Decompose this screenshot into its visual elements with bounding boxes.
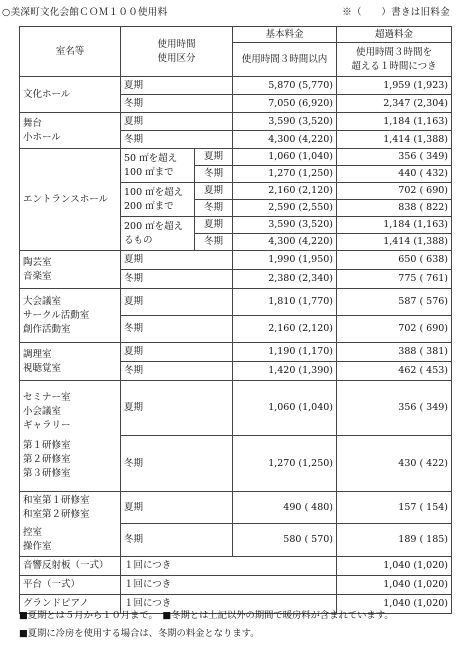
size-line: 200 ㎡を超え [124, 220, 184, 232]
equipment-unit: １回につき [121, 576, 337, 595]
header-room: 室名等 [20, 27, 121, 77]
room-seminar [20, 381, 121, 492]
equipment-unit: １回につき [121, 557, 337, 576]
season-cell: 冬期 [121, 270, 233, 289]
season-cell: 冬期 [121, 316, 233, 343]
excess-fee: 2,347 (2,304) [337, 95, 452, 113]
table-row [20, 343, 452, 362]
table-row [20, 492, 452, 524]
equipment-fee: 1,040 (1,020) [337, 557, 452, 576]
room-daikaigi [20, 289, 121, 343]
season-cell: 夏期 [121, 492, 233, 524]
excess-fee: 702 ( 690) [337, 183, 452, 200]
basic-fee: 1,190 (1,170) [233, 343, 337, 362]
basic-fee: 3,590 (3,520) [233, 113, 337, 131]
basic-fee: 1,990 (1,950) [233, 251, 337, 270]
equipment-item: 音響反射板（一式） [20, 557, 121, 576]
excess-fee: 1,414 (1,388) [337, 234, 452, 251]
season-cell: 夏期 [195, 217, 233, 234]
equipment-unit: １回につき [121, 595, 337, 614]
room-line: 控室 [23, 527, 43, 538]
season-cell: 冬期 [195, 234, 233, 251]
excess-fee: 356 ( 349) [337, 381, 452, 436]
header-row [20, 27, 452, 43]
basic-fee: 580 ( 570) [233, 524, 337, 557]
header-usage [121, 27, 233, 77]
header-usage-line2: 使用区分 [157, 52, 196, 64]
basic-fee: 4,300 (4,220) [233, 131, 337, 149]
room-tougei [20, 251, 121, 289]
page-title: ○美深町文化会館ＣＯＭ１００使用料 [2, 7, 168, 18]
equipment-item: 平台（一式） [20, 576, 121, 595]
season-cell: 夏期 [121, 113, 233, 131]
excess-fee: 650 ( 638) [337, 251, 452, 270]
size-line: 50 ㎡を超え [124, 152, 178, 164]
table-row [20, 381, 452, 436]
basic-fee: 2,590 (2,550) [233, 200, 337, 217]
season-cell: 冬期 [195, 166, 233, 183]
table-row [20, 149, 452, 166]
excess-fee: 356 ( 349) [337, 149, 452, 166]
room-line: 第１研修室 [23, 440, 71, 451]
season-cell: 冬期 [121, 95, 233, 113]
note-season-definition: ■夏期とは５月から１０月まで。 ■冬期とは上記以外の期間で暖房料が含まれています。 [19, 610, 394, 621]
excess-fee: 1,184 (1,163) [337, 113, 452, 131]
size-range [121, 149, 195, 183]
room-line: 創作活動室 [23, 323, 71, 335]
season-cell: 夏期 [121, 343, 233, 362]
season-cell: 冬期 [121, 131, 233, 149]
header-basic: 基本料金 [233, 27, 337, 43]
table-row [20, 113, 452, 131]
room-line: ギャラリー [23, 420, 71, 431]
room-butai [20, 113, 121, 149]
excess-fee: 1,959 (1,923) [337, 77, 452, 95]
room-washitsu [20, 492, 121, 557]
season-cell: 冬期 [195, 200, 233, 217]
room-line: 大会議室 [23, 295, 62, 307]
room-chouri [20, 343, 121, 381]
season-cell: 夏期 [121, 251, 233, 270]
season-cell: 冬期 [121, 524, 233, 557]
header-excess: 超過料金 [337, 27, 452, 43]
note-cooling: ■夏期に冷房を使用する場合は、冬期の料金となります。 [19, 628, 260, 639]
excess-fee: 775 ( 761) [337, 270, 452, 289]
basic-fee: 1,270 (1,250) [233, 436, 337, 492]
table-row [20, 576, 452, 595]
old-fee-note: ※（ ）書きは旧料金 [342, 7, 450, 18]
excess-fee: 462 ( 453) [337, 362, 452, 381]
basic-fee: 2,160 (2,120) [233, 316, 337, 343]
basic-fee: 1,420 (1,390) [233, 362, 337, 381]
season-cell: 冬期 [121, 362, 233, 381]
room-line: 第２研修室 [23, 454, 71, 465]
size-line: 200 ㎡まで [124, 200, 174, 212]
basic-fee: 3,590 (3,520) [233, 217, 337, 234]
room-line: 操作室 [23, 541, 52, 552]
table-row [20, 289, 452, 316]
room-line: 和室第２研修室 [23, 509, 90, 520]
header-usage-line1: 使用時間 [157, 38, 196, 50]
room-entrance-hall: エントランスホール [20, 149, 121, 251]
basic-fee: 1,060 (1,040) [233, 149, 337, 166]
basic-fee: 7,050 (6,920) [233, 95, 337, 113]
room-line: 調理室 [23, 348, 52, 360]
header-excess-sub-line1: 使用時間３時間を [356, 46, 433, 58]
table-row [20, 557, 452, 576]
room-line: 視聴覚室 [23, 362, 62, 374]
season-cell: 夏期 [121, 381, 233, 436]
size-range [121, 217, 195, 251]
header-excess-sub [337, 43, 452, 77]
season-cell: 夏期 [121, 289, 233, 316]
season-cell: 夏期 [121, 77, 233, 95]
table-row [20, 251, 452, 270]
excess-fee: 1,184 (1,163) [337, 217, 452, 234]
excess-fee: 430 ( 422) [337, 436, 452, 492]
season-cell: 冬期 [121, 436, 233, 492]
basic-fee: 4,300 (4,220) [233, 234, 337, 251]
excess-fee: 838 ( 822) [337, 200, 452, 217]
fee-table [19, 26, 452, 614]
header-basic-sub: 使用時間３時間以内 [233, 43, 337, 77]
room-line: 小ホール [23, 131, 61, 143]
excess-fee: 388 ( 381) [337, 343, 452, 362]
room-line: 小会議室 [23, 406, 62, 417]
excess-fee: 189 ( 185) [337, 524, 452, 557]
table-row [20, 77, 452, 95]
basic-fee: 490 ( 480) [233, 492, 337, 524]
excess-fee: 440 ( 432) [337, 166, 452, 183]
room-line: 和室第１研修室 [23, 495, 90, 506]
equipment-fee: 1,040 (1,020) [337, 576, 452, 595]
size-range [121, 183, 195, 217]
excess-fee: 1,414 (1,388) [337, 131, 452, 149]
size-line: るもの [124, 234, 153, 246]
basic-fee: 2,160 (2,120) [233, 183, 337, 200]
basic-fee: 1,060 (1,040) [233, 381, 337, 436]
excess-fee: 157 ( 154) [337, 492, 452, 524]
basic-fee: 1,270 (1,250) [233, 166, 337, 183]
season-cell: 夏期 [195, 149, 233, 166]
header-excess-sub-line2: 超える１時間につき [351, 60, 437, 72]
room-line: サークル活動室 [23, 309, 90, 321]
size-line: 100 ㎡を超え [124, 186, 184, 198]
basic-fee: 1,810 (1,770) [233, 289, 337, 316]
room-line: セミナー室 [23, 392, 71, 403]
title-row [2, 5, 454, 21]
room-line: 陶芸室 [23, 256, 52, 268]
basic-fee: 5,870 (5,770) [233, 77, 337, 95]
season-cell: 夏期 [195, 183, 233, 200]
excess-fee: 587 ( 576) [337, 289, 452, 316]
room-line: 第３研修室 [23, 468, 71, 479]
equipment-item: グランドピアノ [20, 595, 121, 614]
room-line: 音楽室 [23, 270, 52, 282]
excess-fee: 702 ( 690) [337, 316, 452, 343]
equipment-fee: 1,040 (1,020) [337, 595, 452, 614]
basic-fee: 2,380 (2,340) [233, 270, 337, 289]
size-line: 100 ㎡まで [124, 166, 174, 178]
room-line: 舞台 [23, 117, 43, 129]
room-bunka-hall: 文化ホール [20, 77, 121, 113]
